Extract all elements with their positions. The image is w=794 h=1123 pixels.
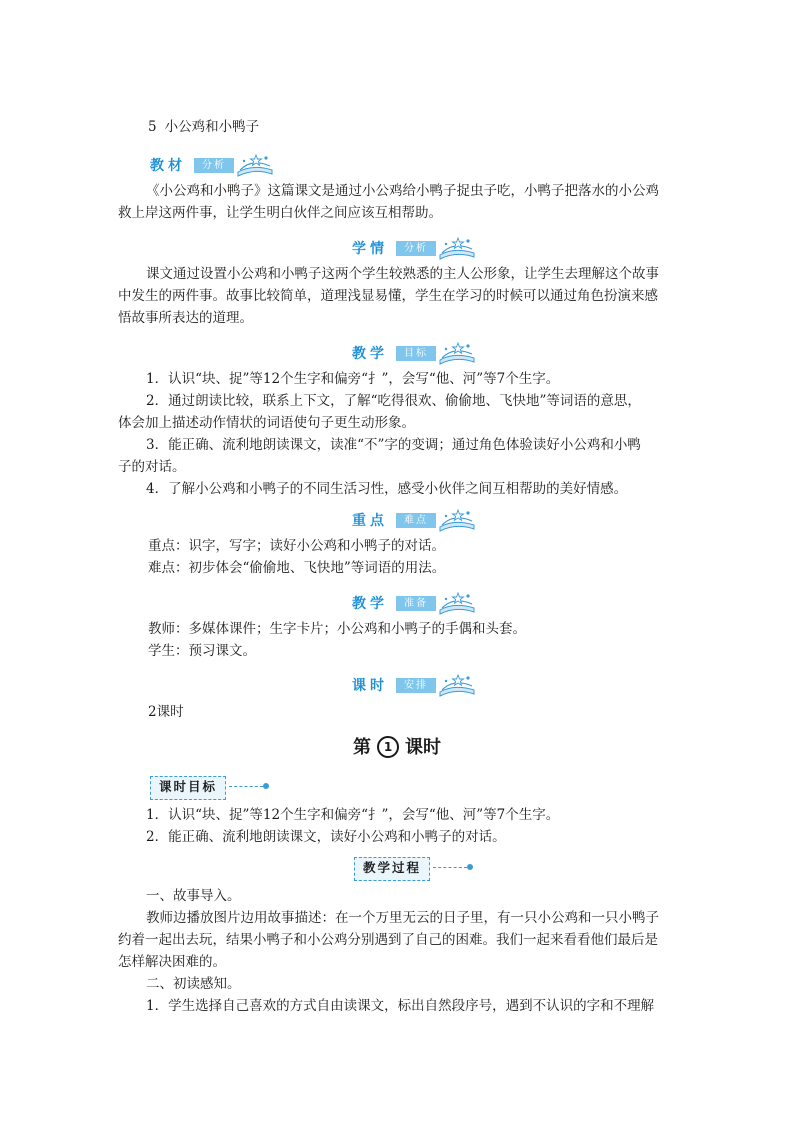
section-title: 重点 [352, 513, 388, 529]
lesson-heading-pre: 第 [353, 737, 371, 758]
period-goal-line-2: 2．能正确、流利地朗读课文，读好小公鸡和小鸭子的对话。 [146, 829, 506, 845]
section-header-schedule [352, 672, 482, 698]
dashed-divider [433, 867, 467, 868]
divider-dot [263, 783, 269, 789]
learner-analysis-line-2: 中发生的两件事。故事比较简单，道理浅显易懂，学生在学习的时候可以通过角色扮演来感 [118, 288, 658, 304]
goal-line-6: 4．了解小公鸡和小鸭子的不同生活习性，感受小伙伴之间互相帮助的美好情感。 [146, 481, 628, 497]
lesson-title-text: 小公鸡和小鸭子 [164, 119, 260, 135]
section-tag: 难点 [396, 513, 436, 528]
key-point-line: 重点：识字，写字；读好小公鸡和小鸭子的对话。 [148, 538, 445, 554]
lesson-heading-post: 课时 [405, 737, 441, 758]
lesson-heading [0, 733, 794, 759]
textbook-analysis-line-1: 《小公鸡和小鸭子》这篇课文是通过小公鸡给小鸭子捉虫子吃，小鸭子把落水的小公鸡 [146, 183, 659, 199]
section-title: 课时 [352, 678, 388, 694]
section-tag: 分析 [194, 158, 234, 173]
section-header-keypoints [352, 507, 482, 533]
period-goals-label-text: 课时目标 [159, 779, 218, 794]
section-title: 教学 [352, 346, 388, 362]
process-line-2: 教师边播放图片边用故事描述：在一个万里无云的日子里，有一只小公鸡和一只小鸭子 [146, 910, 659, 926]
learner-analysis-line-3: 悟故事所表达的道理。 [118, 310, 253, 326]
lesson-number-circle: 1 [377, 736, 399, 758]
section-header-learner [352, 235, 482, 261]
process-label-text: 教学过程 [363, 860, 422, 875]
goal-line-2: 2．通过朗读比较，联系上下文，了解“吃得很欢、偷偷地、飞快地”等词语的意思， [146, 393, 641, 409]
process-line-6: 1．学生选择自己喜欢的方式自由读课文，标出自然段序号，遇到不认识的字和不理解 [146, 998, 655, 1014]
goal-line-3: 体会加上描述动作情状的词语使句子更生动形象。 [118, 415, 415, 431]
process-label [354, 857, 430, 881]
schedule-text: 2课时 [148, 704, 184, 720]
book-stars-icon [232, 152, 278, 178]
period-goal-line-1: 1．认识“块、捉”等12个生字和偏旁“扌”，会写“他、河”等7个生字。 [146, 807, 560, 823]
section-title: 教材 [150, 158, 186, 174]
book-stars-icon [434, 235, 480, 261]
textbook-analysis-line-2: 救上岸这两件事，让学生明白伙伴之间应该互相帮助。 [118, 205, 442, 221]
section-tag: 分析 [396, 241, 436, 256]
section-header-goals [352, 340, 482, 366]
process-line-4: 怎样解决困难的。 [118, 954, 226, 970]
difficult-point-line: 难点：初步体会“偷偷地、飞快地”等词语的用法。 [148, 560, 446, 576]
process-line-5: 二、初读感知。 [146, 976, 241, 992]
book-stars-icon [434, 507, 480, 533]
section-header-prep [352, 590, 482, 616]
period-goals-label [150, 776, 226, 800]
section-header-textbook [150, 152, 280, 178]
section-tag: 安排 [396, 678, 436, 693]
book-stars-icon [434, 340, 480, 366]
section-tag: 准备 [396, 596, 436, 611]
book-stars-icon [434, 590, 480, 616]
process-line-1: 一、故事导入。 [146, 888, 241, 904]
goal-line-4: 3．能正确、流利地朗读课文，读准“不”字的变调；通过角色体验读好小公鸡和小鸭 [146, 437, 641, 453]
divider-dot [467, 864, 473, 870]
lesson-number: 5 [148, 119, 157, 135]
prep-student-line: 学生：预习课文。 [148, 643, 256, 659]
process-line-3: 约着一起出去玩，结果小鸭子和小公鸡分别遇到了自己的困难。我们一起来看看他们最后是 [118, 932, 658, 948]
dashed-divider [229, 786, 263, 787]
prep-teacher-line: 教师：多媒体课件；生字卡片；小公鸡和小鸭子的手偶和头套。 [148, 621, 526, 637]
goal-line-5: 子的对话。 [118, 459, 186, 475]
section-title: 教学 [352, 596, 388, 612]
book-stars-icon [434, 672, 480, 698]
lesson-title [148, 118, 259, 136]
section-tag: 目标 [396, 346, 436, 361]
section-title: 学情 [352, 241, 388, 257]
learner-analysis-line-1: 课文通过设置小公鸡和小鸭子这两个学生较熟悉的主人公形象，让学生去理解这个故事 [146, 266, 659, 282]
goal-line-1: 1．认识“块、捉”等12个生字和偏旁“扌”，会写“他、河”等7个生字。 [146, 371, 560, 387]
